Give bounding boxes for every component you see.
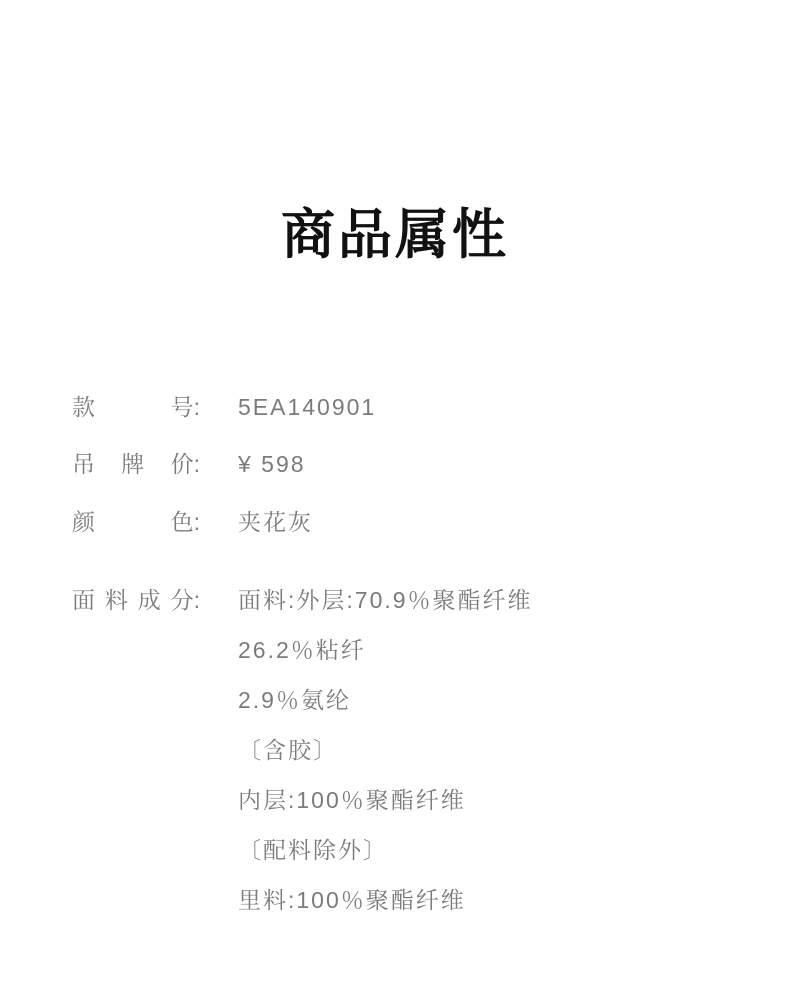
attribute-row-style-no bbox=[0, 395, 790, 419]
label-segment: 成 bbox=[137, 587, 161, 613]
fabric-line-outer-shell: 面料:外层:70.9％聚酯纤维 bbox=[238, 587, 533, 613]
label-segment: 价: bbox=[170, 451, 200, 477]
tag-price-label bbox=[72, 452, 200, 476]
attribute-row-color bbox=[0, 510, 790, 534]
attribute-row-fabric-composition bbox=[0, 588, 790, 912]
color-value: 夹花灰 bbox=[238, 509, 313, 535]
label-segment: 料 bbox=[104, 587, 128, 613]
attribute-list bbox=[0, 395, 790, 912]
fabric-line-spandex: 2.9％氨纶 bbox=[238, 687, 351, 713]
page-title: 商品属性 bbox=[281, 205, 509, 265]
style-no-value: 5EA140901 bbox=[238, 394, 377, 420]
attribute-row-tag-price bbox=[0, 452, 790, 476]
label-segment: 面 bbox=[72, 587, 95, 613]
fabric-composition-value bbox=[238, 588, 533, 912]
label-segment: 颜 bbox=[72, 509, 95, 535]
label-segment: 号: bbox=[170, 394, 200, 420]
fabric-line-excluding-trims: 〔配料除外〕 bbox=[238, 837, 388, 863]
tag-price-value: ¥ 598 bbox=[238, 451, 306, 477]
label-segment: 款 bbox=[72, 394, 95, 420]
label-segment: 吊 bbox=[72, 451, 95, 477]
color-label bbox=[72, 510, 200, 534]
style-no-label bbox=[72, 395, 200, 419]
fabric-line-contains-glue: 〔含胶〕 bbox=[238, 737, 338, 763]
label-segment: 分: bbox=[170, 587, 200, 613]
fabric-line-lining: 里料:100％聚酯纤维 bbox=[238, 887, 466, 913]
label-segment: 色: bbox=[170, 509, 200, 535]
fabric-composition-label bbox=[72, 588, 200, 612]
label-segment: 牌 bbox=[121, 451, 145, 477]
fabric-line-inner-layer: 内层:100％聚酯纤维 bbox=[238, 787, 466, 813]
fabric-line-viscose: 26.2％粘纤 bbox=[238, 637, 366, 663]
